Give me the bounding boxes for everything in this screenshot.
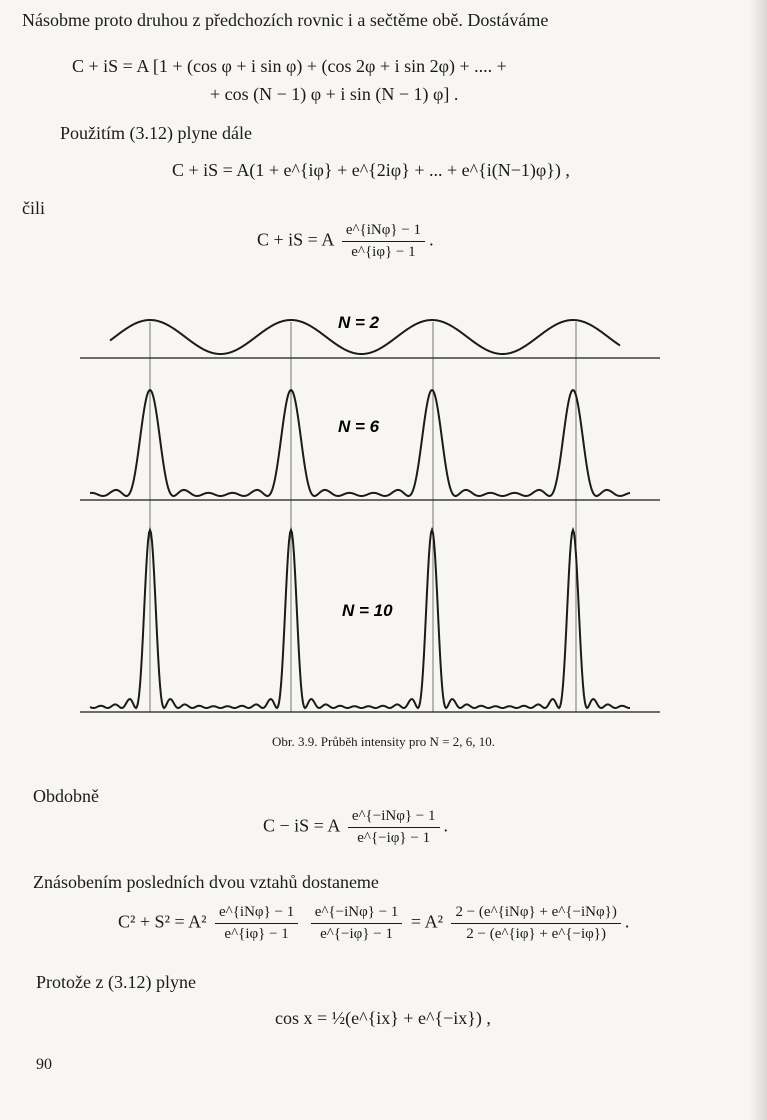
equation-4-lhs: C − iS = A xyxy=(263,815,340,836)
page-number: 90 xyxy=(36,1056,52,1073)
equation-1a: C + iS = A [1 + (cos φ + i sin φ) + (cos 2φ + i sin 2φ) + .... + xyxy=(72,56,507,76)
protoze-text: Protože z (3.12) plyne xyxy=(36,972,196,992)
cili-text: čili xyxy=(22,198,45,218)
equation-4-denominator: e^{−iφ} − 1 xyxy=(348,827,440,847)
equation-4: C − iS = A $\frac{\text{e\textasciicircum{}\{−iNφ\} − 1}}{e\^{}\{-i\varphi\} - 1}$ . xyxy=(263,808,449,846)
equation-5: C² + S² = A² $\frac{\text{e\textasciicircum{}\{iNφ\} − 1}}{e\^{}\{i\varphi\} - 1}$ $\frac{\text{e\textasciicircum{}\{−iNφ\} − 1}}{e\^{}\{-i\varphi\} - 1}$ = A² $\frac{\text{2 − (e\textasciicircum{}\{iNφ\} + e\textasciicircum{}\{−iNφ\})}}{2 - (e\^{}\{i\varphi\} + e\^{}\{-i\varphi\})}$ . xyxy=(118,904,630,942)
equation-5-f1-den: e^{iφ} − 1 xyxy=(215,923,298,943)
intensity-curve-n6 xyxy=(90,390,630,496)
equation-5-f2-den: e^{−iφ} − 1 xyxy=(311,923,403,943)
obdobne-text: Obdobně xyxy=(33,786,99,806)
znasobenim-text: Znásobením posledních dvou vztahů dostaneme xyxy=(33,872,379,892)
equation-5-lhs: C² + S² = A² xyxy=(118,911,207,932)
equation-5-f3-num: 2 − (e^{iNφ} + e^{−iNφ}) xyxy=(455,904,617,920)
panel-label: N = 10 xyxy=(342,601,393,620)
using-text: Použitím (3.12) plyne dále xyxy=(60,123,252,143)
figure-caption: Obr. 3.9. Průběh intensity pro N = 2, 6, 10. xyxy=(272,734,495,749)
equation-5-fraction-1 xyxy=(215,904,298,943)
equation-2: C + iS = A(1 + e^{iφ} + e^{2iφ} + ... + e^{i(N−1)φ}) , xyxy=(172,160,570,180)
equation-4-fraction xyxy=(348,808,440,847)
peak-guide-lines xyxy=(150,322,576,712)
equation-5-fraction-3 xyxy=(451,904,620,943)
panel-label: N = 6 xyxy=(338,417,380,436)
equation-1b: + cos (N − 1) φ + i sin (N − 1) φ] . xyxy=(210,84,459,104)
equation-3-denominator: e^{iφ} − 1 xyxy=(342,241,425,261)
equation-5-f1-num: e^{iNφ} − 1 xyxy=(219,904,295,920)
panel-label: N = 2 xyxy=(338,313,380,332)
equation-3-fraction xyxy=(342,222,425,261)
equation-5-f2-num: e^{−iNφ} − 1 xyxy=(314,904,399,920)
equation-6: cos x = ½(e^{ix} + e^{−ix}) , xyxy=(275,1008,491,1028)
equation-5-fraction-2 xyxy=(311,904,403,943)
intensity-panel-n6 xyxy=(80,390,660,500)
equation-4-numerator: e^{−iNφ} − 1 xyxy=(351,808,436,824)
equation-5-mid: = A² xyxy=(410,911,443,932)
page-edge-shadow xyxy=(749,0,767,1120)
intensity-figure xyxy=(80,300,660,720)
equation-5-f3-den: 2 − (e^{iφ} + e^{−iφ}) xyxy=(451,923,620,943)
equation-3-lhs: C + iS = A xyxy=(257,229,334,250)
equation-3-numerator: e^{iNφ} − 1 xyxy=(345,222,422,238)
equation-3: C + iS = A $\frac{\text{e\textasciicircum{}\{iNφ\} − 1}}{e\^{}\{i\varphi\} - 1}$ . xyxy=(257,222,434,260)
intensity-panel-n10 xyxy=(80,530,660,712)
intensity-panel-n2 xyxy=(80,313,660,358)
intro-text: Násobme proto druhou z předchozích rovnic i a sečtěme obě. Dostáváme xyxy=(22,10,549,30)
